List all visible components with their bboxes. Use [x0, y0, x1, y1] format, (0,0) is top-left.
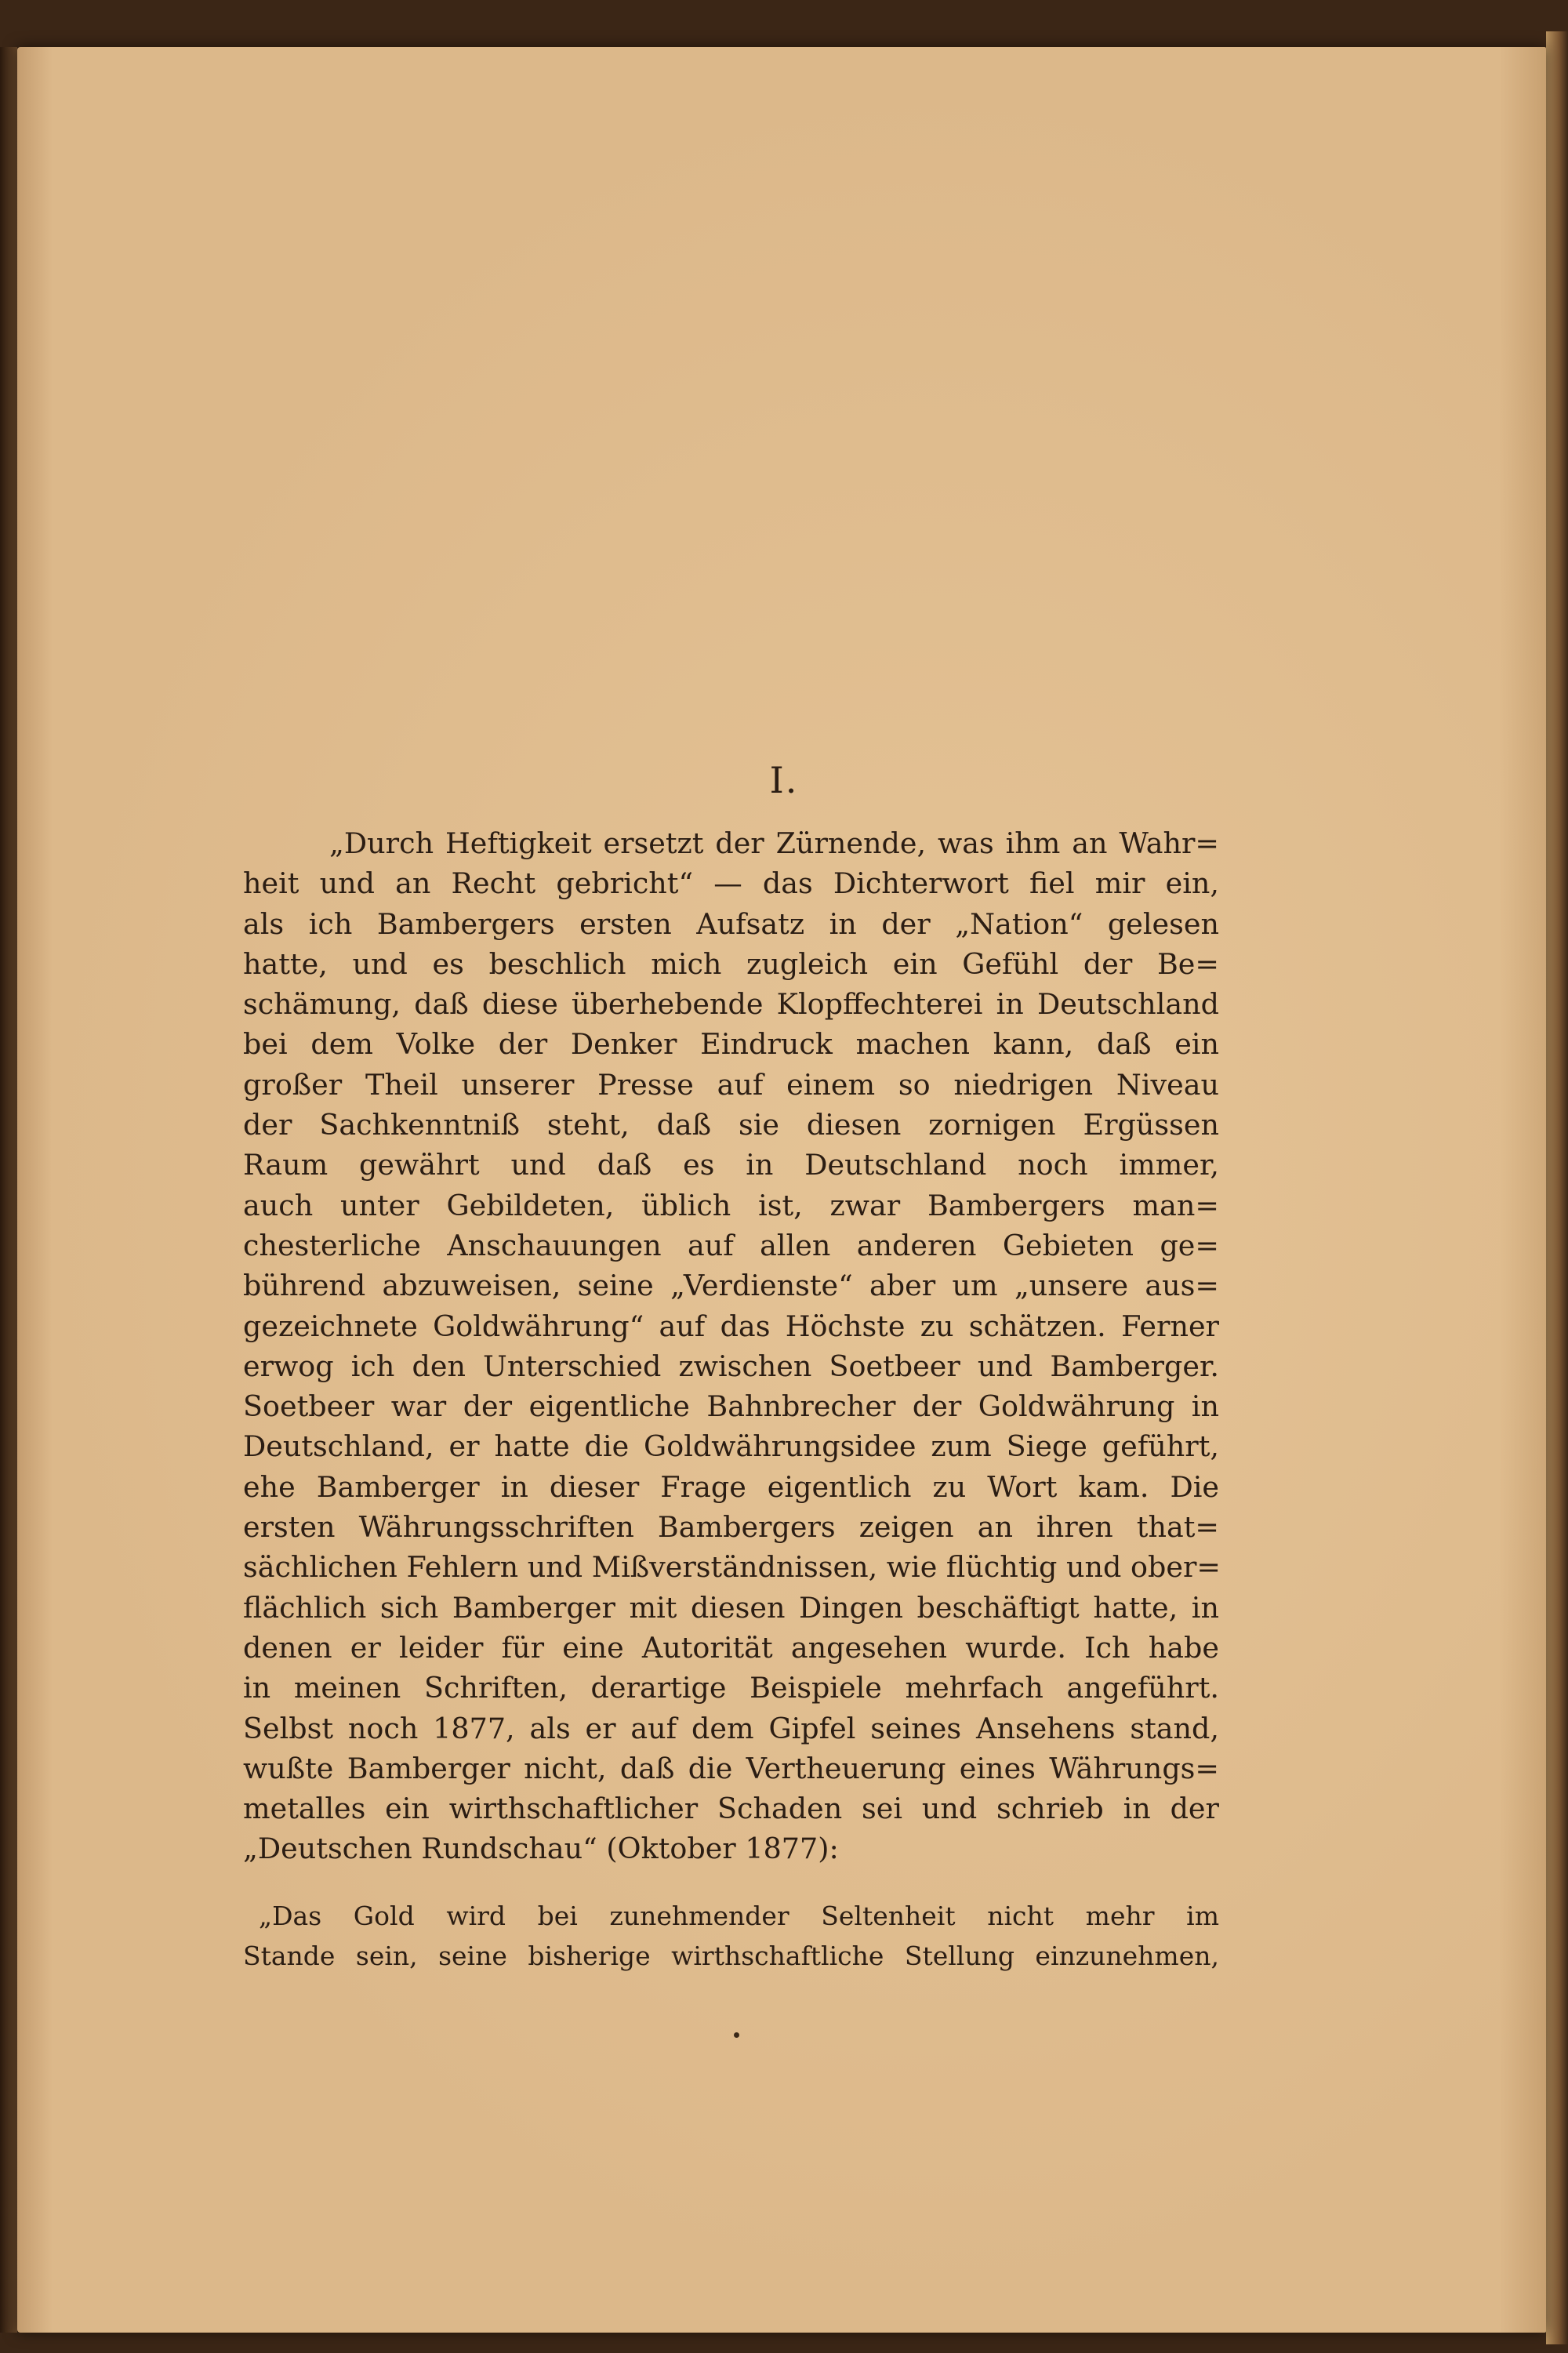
text-line: ersten Währungsschriften Bambergers zeigen an ihren that=: [243, 1510, 1219, 1545]
text-line: der Sachkenntniß steht, daß sie diesen zornigen Ergüssen: [243, 1108, 1219, 1142]
text-line: Raum gewährt und daß es in Deutschland noch immer,: [243, 1148, 1219, 1182]
text-line: „Deutschen Rundschau“ (Oktober 1877):: [243, 1832, 839, 1866]
text-line: Selbst noch 1877, als er auf dem Gipfel seines Ansehens stand,: [243, 1711, 1219, 1745]
ink-speck: [734, 2032, 739, 2038]
text-line: Deutschland, er hatte die Goldwährungsidee zum Siege geführt,: [243, 1429, 1219, 1464]
text-line: in meinen Schriften, derartige Beispiele mehrfach angeführt.: [243, 1671, 1219, 1705]
text-line: metalles ein wirthschaftlicher Schaden sei und schrieb in der: [243, 1792, 1219, 1826]
book-spine: [0, 47, 17, 2333]
text-line: schämung, daß diese überhebende Klopffechterei in Deutschland: [243, 987, 1219, 1022]
chapter-heading: I.: [769, 759, 799, 801]
text-line: „Durch Heftigkeit ersetzt der Zürnende, was ihm an Wahr=: [329, 826, 1219, 860]
body-paragraph: [243, 823, 1219, 1869]
text-line: als ich Bambergers ersten Aufsatz in der „Nation“ gelesen: [243, 906, 1219, 941]
text-line: wußte Bamberger nicht, daß die Vertheuerung eines Währungs=: [243, 1751, 1219, 1785]
text-line: flächlich sich Bamberger mit diesen Dingen beschäftigt hatte, in: [243, 1590, 1219, 1625]
text-line: sächlichen Fehlern und Mißverständnissen, wie flüchtig und ober=: [243, 1550, 1221, 1585]
text-line: bührend abzuweisen, seine „Verdienste“ aber um „unsere aus=: [243, 1269, 1219, 1303]
quote-line: „Das Gold wird bei zunehmender Seltenheit nicht mehr im: [259, 1901, 1219, 1931]
text-line: hatte, und es beschlich mich zugleich ein Gefühl der Be=: [243, 946, 1219, 981]
text-line: ehe Bamberger in dieser Frage eigentlich zu Wort kam. Die: [243, 1469, 1219, 1504]
text-line: großer Theil unserer Presse auf einem so niedrigen Niveau: [243, 1067, 1219, 1102]
text-line: bei dem Volke der Denker Eindruck machen kann, daß ein: [243, 1027, 1219, 1062]
quote-line: Stande sein, seine bisherige wirthschaftliche Stellung einzunehmen,: [243, 1941, 1219, 1971]
text-line: gezeichnete Goldwährung“ auf das Höchste zu schätzen. Ferner: [243, 1309, 1219, 1343]
text-line: Soetbeer war der eigentliche Bahnbrecher der Goldwährung in: [243, 1389, 1219, 1424]
text-line: chesterliche Anschauungen auf allen anderen Gebieten ge=: [243, 1228, 1219, 1262]
text-line: heit und an Recht gebricht“ — das Dichterwort fiel mir ein,: [243, 866, 1219, 901]
text-line: denen er leider für eine Autorität angesehen wurde. Ich habe: [243, 1630, 1219, 1665]
text-line: auch unter Gebildeten, üblich ist, zwar Bambergers man=: [243, 1188, 1219, 1222]
quote-block: [243, 1896, 1219, 1976]
text-line: erwog ich den Unterschied zwischen Soetbeer und Bamberger.: [243, 1349, 1219, 1383]
page-edge: [1546, 31, 1568, 2344]
